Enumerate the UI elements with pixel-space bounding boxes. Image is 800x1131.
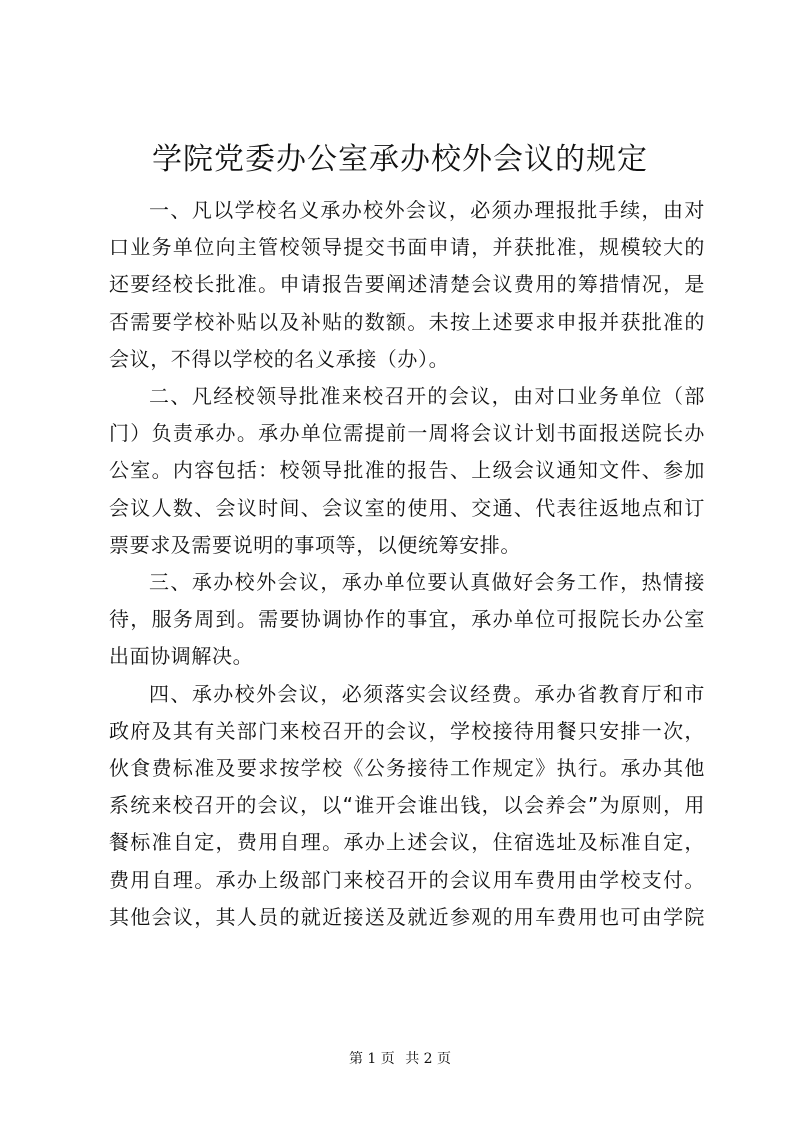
paragraph-3: 三、承办校外会议，承办单位要认真做好会务工作，热情接待，服务周到。需要协调协作的事宜，承办单位可报院长办公室出面协调解决。 bbox=[109, 570, 705, 669]
paragraph-1: 一、凡以学校名义承办校外会议，必须办理报批手续，由对口业务单位向主管校领导提交书面申请，并获批准，规模较大的还要经校长批准。申请报告要阐述清楚会议费用的筹措情况，是否需要学校补贴以及补贴的数额。未按上述要求申报并获批准的会议，不得以学校的名义承接（办）。 bbox=[109, 198, 705, 371]
document-body bbox=[109, 192, 705, 936]
page-total: 共 2 页 bbox=[405, 1051, 452, 1067]
page-footer bbox=[0, 1049, 800, 1069]
paragraph-4: 四、承办校外会议，必须落实会议经费。承办省教育厅和市政府及其有关部门来校召开的会议，学校接待用餐只安排一次，伙食费标准及要求按学校《公务接待工作规定》执行。承办其他系统来校召开的会议，以“谁开会谁出钱，以会养会”为原则，用餐标准自定，费用自理。承办上述会议，住宿选址及标准自定，费用自理。承办上级部门来校召开的会议用车费用由学校支付。其他会议，其人员的就近接送及就近参观的用车费用也可由学院 bbox=[109, 681, 705, 929]
page-number: 第 1 页 bbox=[348, 1051, 395, 1067]
page-title: 学院党委办公室承办校外会议的规定 bbox=[152, 142, 648, 177]
paragraph-2: 二、凡经校领导批准来校召开的会议，由对口业务单位（部门）负责承办。承办单位需提前一周将会议计划书面报送院长办公室。内容包括：校领导批准的报告、上级会议通知文件、参加会议人数、会议时间、会议室的使用、交通、代表往返地点和订票要求及需要说明的事项等，以便统筹安排。 bbox=[109, 384, 705, 557]
